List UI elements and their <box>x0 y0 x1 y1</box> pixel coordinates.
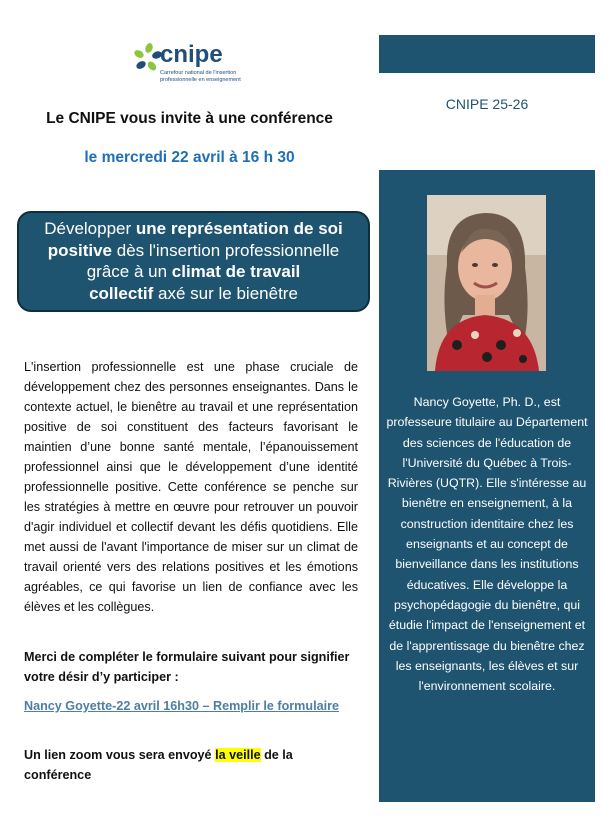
registration-instruction: Merci de compléter le formulaire suivant pour signifier votre désir d’y participer : <box>24 650 350 684</box>
title-line-4: collectif axé sur le bienêtre <box>89 283 298 303</box>
logo-subtitle-line-1: Carrefour national de l'insertion <box>160 70 237 76</box>
event-date: le mercredi 22 avril à 16 h 30 <box>84 149 295 166</box>
logo-wordmark: cnipe <box>160 41 223 68</box>
zoom-notice: Un lien zoom vous sera envoyé la veille de la conférence <box>24 748 293 782</box>
description-paragraph: L'insertion professionnelle est une phase cruciale de développement chez des personnes enseignantes. Dans le contexte actuel, le bienêtre au travail et une représentation positive de soi constituent des facteurs favorisant le maintien d’une bonne santé mentale, l’épanouissement professionnel ainsi que le développement d’une identité professionnelle positive. Cette conférence se penche sur les stratégies à mettre en œuvre pour retrouver un pouvoir d'agir individuel et collectif devant les défis quotidiens. Elle met aussi de l'avant l'importance de miser sur un climat de travail orienté vers des relations positives et les émotions agréables, ce qui favorise un lien de confiance avec les élèves et les collègues. <box>24 360 358 614</box>
cnipe-flower-logo-icon <box>133 42 163 82</box>
speaker-portrait <box>427 195 546 371</box>
title-line-2: positive dès l'insertion professionnelle <box>47 240 340 260</box>
page-title: Le CNIPE vous invite à une conférence <box>46 110 333 127</box>
title-line-1: Développer une représentation de soi <box>44 219 343 238</box>
registration-form-link[interactable]: Nancy Goyette-22 avril 16h30 – Remplir le formulaire <box>24 699 339 713</box>
cnipe-logo <box>133 40 273 90</box>
conference-title-box <box>17 211 370 312</box>
logo-subtitle <box>160 70 270 84</box>
sidebar-label: CNIPE 25-26 <box>445 96 529 112</box>
highlighted-text: la veille <box>215 748 261 762</box>
speaker-bio: Nancy Goyette, Ph. D., est professeure titulaire au Département des sciences de l'éducation de l'Université du Québec à Trois-Rivières (UQTR). Elle s'intéresse au bienêtre en enseignement, à la construction identitaire chez les enseignants et au concept de bienveillance dans les institutions éducatives. Elle développe la psychopédagogie du bienêtre, qui étudie l'impact de l'enseignement et de l'apprentissage du bienêtre chez les enseignants, les élèves et sur l'environnement scolaire. <box>386 395 588 694</box>
title-line-3: grâce à un climat de travail <box>86 262 301 281</box>
sidebar-top-bar <box>379 35 595 73</box>
logo-subtitle-line-2: professionnelle en enseignement <box>160 77 241 83</box>
